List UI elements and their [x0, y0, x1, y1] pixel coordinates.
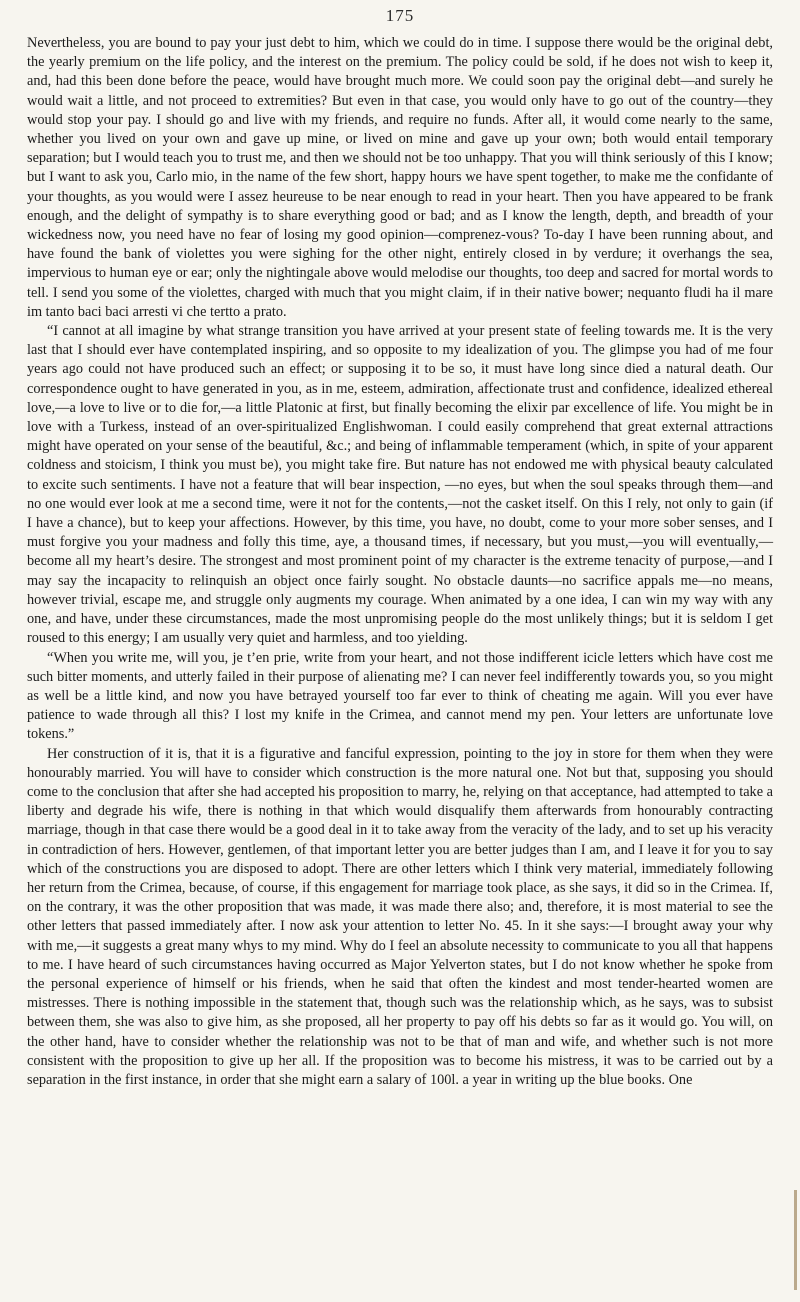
paragraph: “When you write me, will you, je t’en prie, write from your heart, and not those indifferent icicle letters which have cost me such bitter moments, and utterly failed in their purpose of alienating me? I can never feel indifferently towards you, so you might as well be a little kind, and now you have betrayed yourself too far ever to think of cheating me again. Will you ever have patience to wade through all this? I lost my knife in the Crimea, and cannot mend my pen. Your letters are unfortunate love tokens.” — [27, 649, 773, 743]
paragraph: “I cannot at all imagine by what strange transition you have arrived at your present state of feeling towards me. It is the very last that I should ever have contemplated inspiring, and so opposite to my idealization of you. The glimpse you had of me four years ago could not have produced such an effect; or supposing it to be so, it must have long since died a natural death. Our correspondence ought to have generated in you, as in me, esteem, admiration, affectionate trust and confidence, idealized ethereal love,—a love to live or to die for,—a little Platonic at first, but finally becoming the elixir par excellence of life. You might be in love with a Turkess, instead of an over-spiritualized Englishwoman. I could easily comprehend that great external attractions might have operated on your sense of the beautiful, &c.; and being of inflammable temperament (which, in spite of your apparent coldness and stoicism, I think you must be), you might take fire. But nature has not endowed me with physical beauty calculated to excite such sentiments. I have not a feature that will bear inspection, —no eyes, but when the soul speaks through them—and no one would ever look at me a second time, were it not for the contents,—not the casket itself. On this I rely, not only to gain (if I have a chance), but to keep your affections. However, by this time, you have, no doubt, come to your more sober senses, and I must forgive you your madness and folly this time, aye, a thousand times, if necessary, but you must,—you will eventually,—become all my heart’s desire. The strongest and most prominent point of my character is the extreme tenacity of purpose,—and I may say the incapacity to relinquish an object once fairly sought. No obstacle daunts—no sacrifice appals me—no means, however trivial, escape me, and struggle only augments my courage. When animated by a one idea, I can win my way with any one, and have, under these circumstances, made the most unpromising people do the most unlikely things; but it is seldom I get roused to this energy; I am usually very quiet and harmless, and too yielding. — [27, 323, 773, 647]
paragraph: Her construction of it is, that it is a figurative and fanciful expression, pointing to the joy in store for them when they were honourably married. You will have to consider which construction is the more natural one. Not but that, supposing you should come to the conclusion that after she had accepted his proposition to marry, he, relying on that acceptance, had attempted to take a liberty and degrade his wife, there is nothing in that which would disqualify them afterwards from honourably contracting marriage, though in that case there would be a good deal in it to take away from the veracity of the lady, and to set up his veracity in contradiction of hers. However, gentlemen, of that important letter you are better judges than I am, and I leave it for you to say which of the constructions you are disposed to adopt. There are other letters which I think very material, immediately following her return from the Crimea, because, of course, if this engagement for marriage took place, as she says, it did so in the Crimea. If, on the contrary, it was the other proposition that was made, it was made there also; and, therefore, it is most material to see the other letters that passed immediately after. I now ask your attention to letter No. 45. In it she says:—I brought away your why with me,—it suggests a great many whys to my mind. Why do I feel an absolute necessity to communicate to you all that happens to me. I have heard of such circumstances having occurred as Major Yelverton states, but I do not know whether he spoke from the personal experience of himself or his friends, when he said that often the kindest and most tender-hearted women are mistresses. There is nothing impossible in the statement that, though such was the relationship which, as he says, was to subsist between them, she was also to give him, as she proposed, all her property to pay off his debts so far as it would go. You will, on the other hand, have to consider whether the relationship was not to be that of man and wife, and whether such is not more consistent with the proposition to give up her all. If the proposition was to become his mistress, it was to be carried out by a separation in the first instance, in order that she might earn a salary of 100l. a year in writing up the blue books. One — [27, 745, 773, 1088]
page-body — [27, 34, 773, 1090]
page-number: 175 — [385, 6, 415, 25]
paragraph: Nevertheless, you are bound to pay your just debt to him, which we could do in time. I suppose there would be the original debt, the yearly premium on the life policy, and the interest on the premium. The policy could be sold, if he does not wish to keep it, and, had this been done before the peace, would have brought much more. We could soon pay the original debt—and surely he would wait a little, and not proceed to extremities? But even in that case, you would only have to go out of the country—they would stop your pay. I should go and live with my friends, and require no funds. After all, it would come nearly to the same, whether you lived on your own and gave up mine, or lived on mine and gave up your own; both would entail temporary separation; but I would teach you to trust me, and then we should not be too unhappy. That you will think seriously of this I know; but I want to ask you, Carlo mio, in the name of the few short, happy hours we have spent together, to make me the confidante of your thoughts, as you would were I assez heureuse to be near enough to read in your heart. Then you have appeared to be frank enough, and the delight of sympathy is to share everything good or bad; and as I know the length, depth, and breadth of your wickedness now, you need have no fear of losing my good opinion—comprenez-vous? To-day I have been running about, and have found the bank of violettes you were sighing for the other night, entirely closed in by verdure; it overhangs the sea, impervious to human eye or ear; only the nightingale above would melodise our thoughts, too deep and sacred for mortal words to tell. I send you some of the violettes, charged with much that you might claim, if in their native bower; nequanto fludi ha il mare im tanto baci baci arresti vi che tertto a prato. — [27, 35, 773, 320]
page-edge-mark — [794, 1190, 797, 1290]
